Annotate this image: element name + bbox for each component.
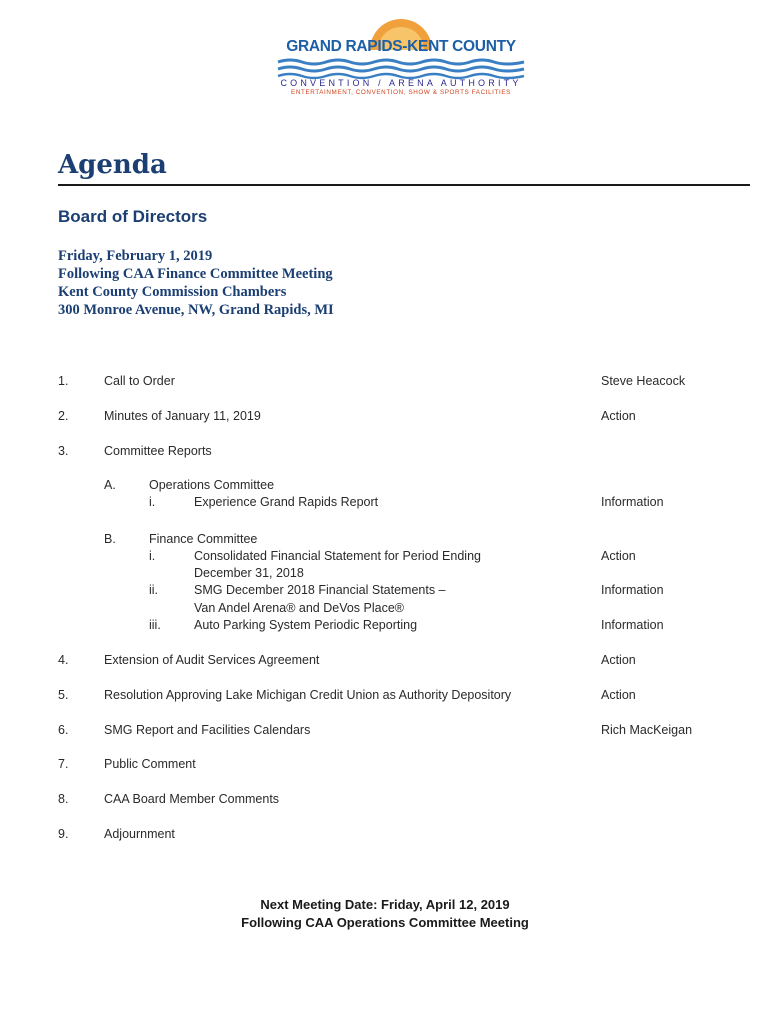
subitem-text: Experience Grand Rapids Report [194, 495, 379, 509]
item-number: 1. [58, 374, 69, 388]
item-number: 2. [58, 409, 69, 423]
subitem-action: Information [601, 618, 664, 632]
item-text: Extension of Audit Services Agreement [104, 653, 320, 667]
item-text: Minutes of January 11, 2019 [104, 409, 261, 423]
item-action: Action [601, 653, 636, 667]
meeting-date: Friday, February 1, 2019 [58, 248, 213, 264]
subitem-text: SMG December 2018 Financial Statements – [194, 583, 446, 597]
logo-tagline: ENTERTAINMENT, CONVENTION, SHOW & SPORTS FACILITIES [291, 89, 511, 96]
item-action: Action [601, 688, 636, 702]
item-number: 7. [58, 757, 69, 771]
meeting-location: Kent County Commission Chambers [58, 284, 287, 300]
subitem-action: Action [601, 549, 636, 563]
title-divider [58, 184, 750, 186]
committee-letter: A. [104, 478, 116, 492]
item-number: 8. [58, 792, 69, 806]
item-presenter: Rich MacKeigan [601, 723, 693, 737]
item-number: 6. [58, 723, 69, 737]
subitem-text-cont: December 31, 2018 [194, 566, 304, 580]
next-meeting-following: Following CAA Operations Committee Meeting [241, 915, 529, 930]
subitem-text-cont: Van Andel Arena® and DeVos Place® [194, 601, 404, 615]
grkc-logo [270, 18, 532, 100]
item-text: Adjournment [104, 827, 175, 841]
item-text: Call to Order [104, 374, 175, 388]
subitem-action: Information [601, 583, 664, 597]
meeting-address: 300 Monroe Avenue, NW, Grand Rapids, MI [58, 302, 334, 318]
meeting-following: Following CAA Finance Committee Meeting [58, 266, 333, 282]
subitem-number: i. [149, 495, 156, 509]
item-text: Resolution Approving Lake Michigan Credit Union as Authority Depository [104, 688, 512, 702]
item-number: 9. [58, 827, 69, 841]
board-heading: Board of Directors [58, 207, 208, 226]
subitem-number: i. [149, 549, 156, 563]
next-meeting-date: Next Meeting Date: Friday, April 12, 2019 [260, 897, 510, 912]
item-number: 4. [58, 653, 69, 667]
logo-title: GRAND RAPIDS-KENT COUNTY [286, 38, 516, 55]
item-text: CAA Board Member Comments [104, 792, 280, 806]
item-action: Action [601, 409, 636, 423]
item-number: 3. [58, 444, 69, 458]
subitem-number: iii. [149, 618, 161, 632]
item-presenter: Steve Heacock [601, 374, 686, 388]
item-text: SMG Report and Facilities Calendars [104, 723, 311, 737]
subitem-text: Auto Parking System Periodic Reporting [194, 618, 418, 632]
committee-name: Operations Committee [149, 478, 275, 492]
subitem-text: Consolidated Financial Statement for Period Ending [194, 549, 481, 563]
item-text: Public Comment [104, 757, 196, 771]
subitem-action: Information [601, 495, 664, 509]
subitem-number: ii. [149, 583, 159, 597]
logo-subtitle: CONVENTION / ARENA AUTHORITY [280, 78, 522, 88]
committee-letter: B. [104, 532, 116, 546]
committee-name: Finance Committee [149, 532, 258, 546]
item-text: Committee Reports [104, 444, 212, 458]
page-title: Agenda [58, 150, 167, 180]
item-number: 5. [58, 688, 69, 702]
